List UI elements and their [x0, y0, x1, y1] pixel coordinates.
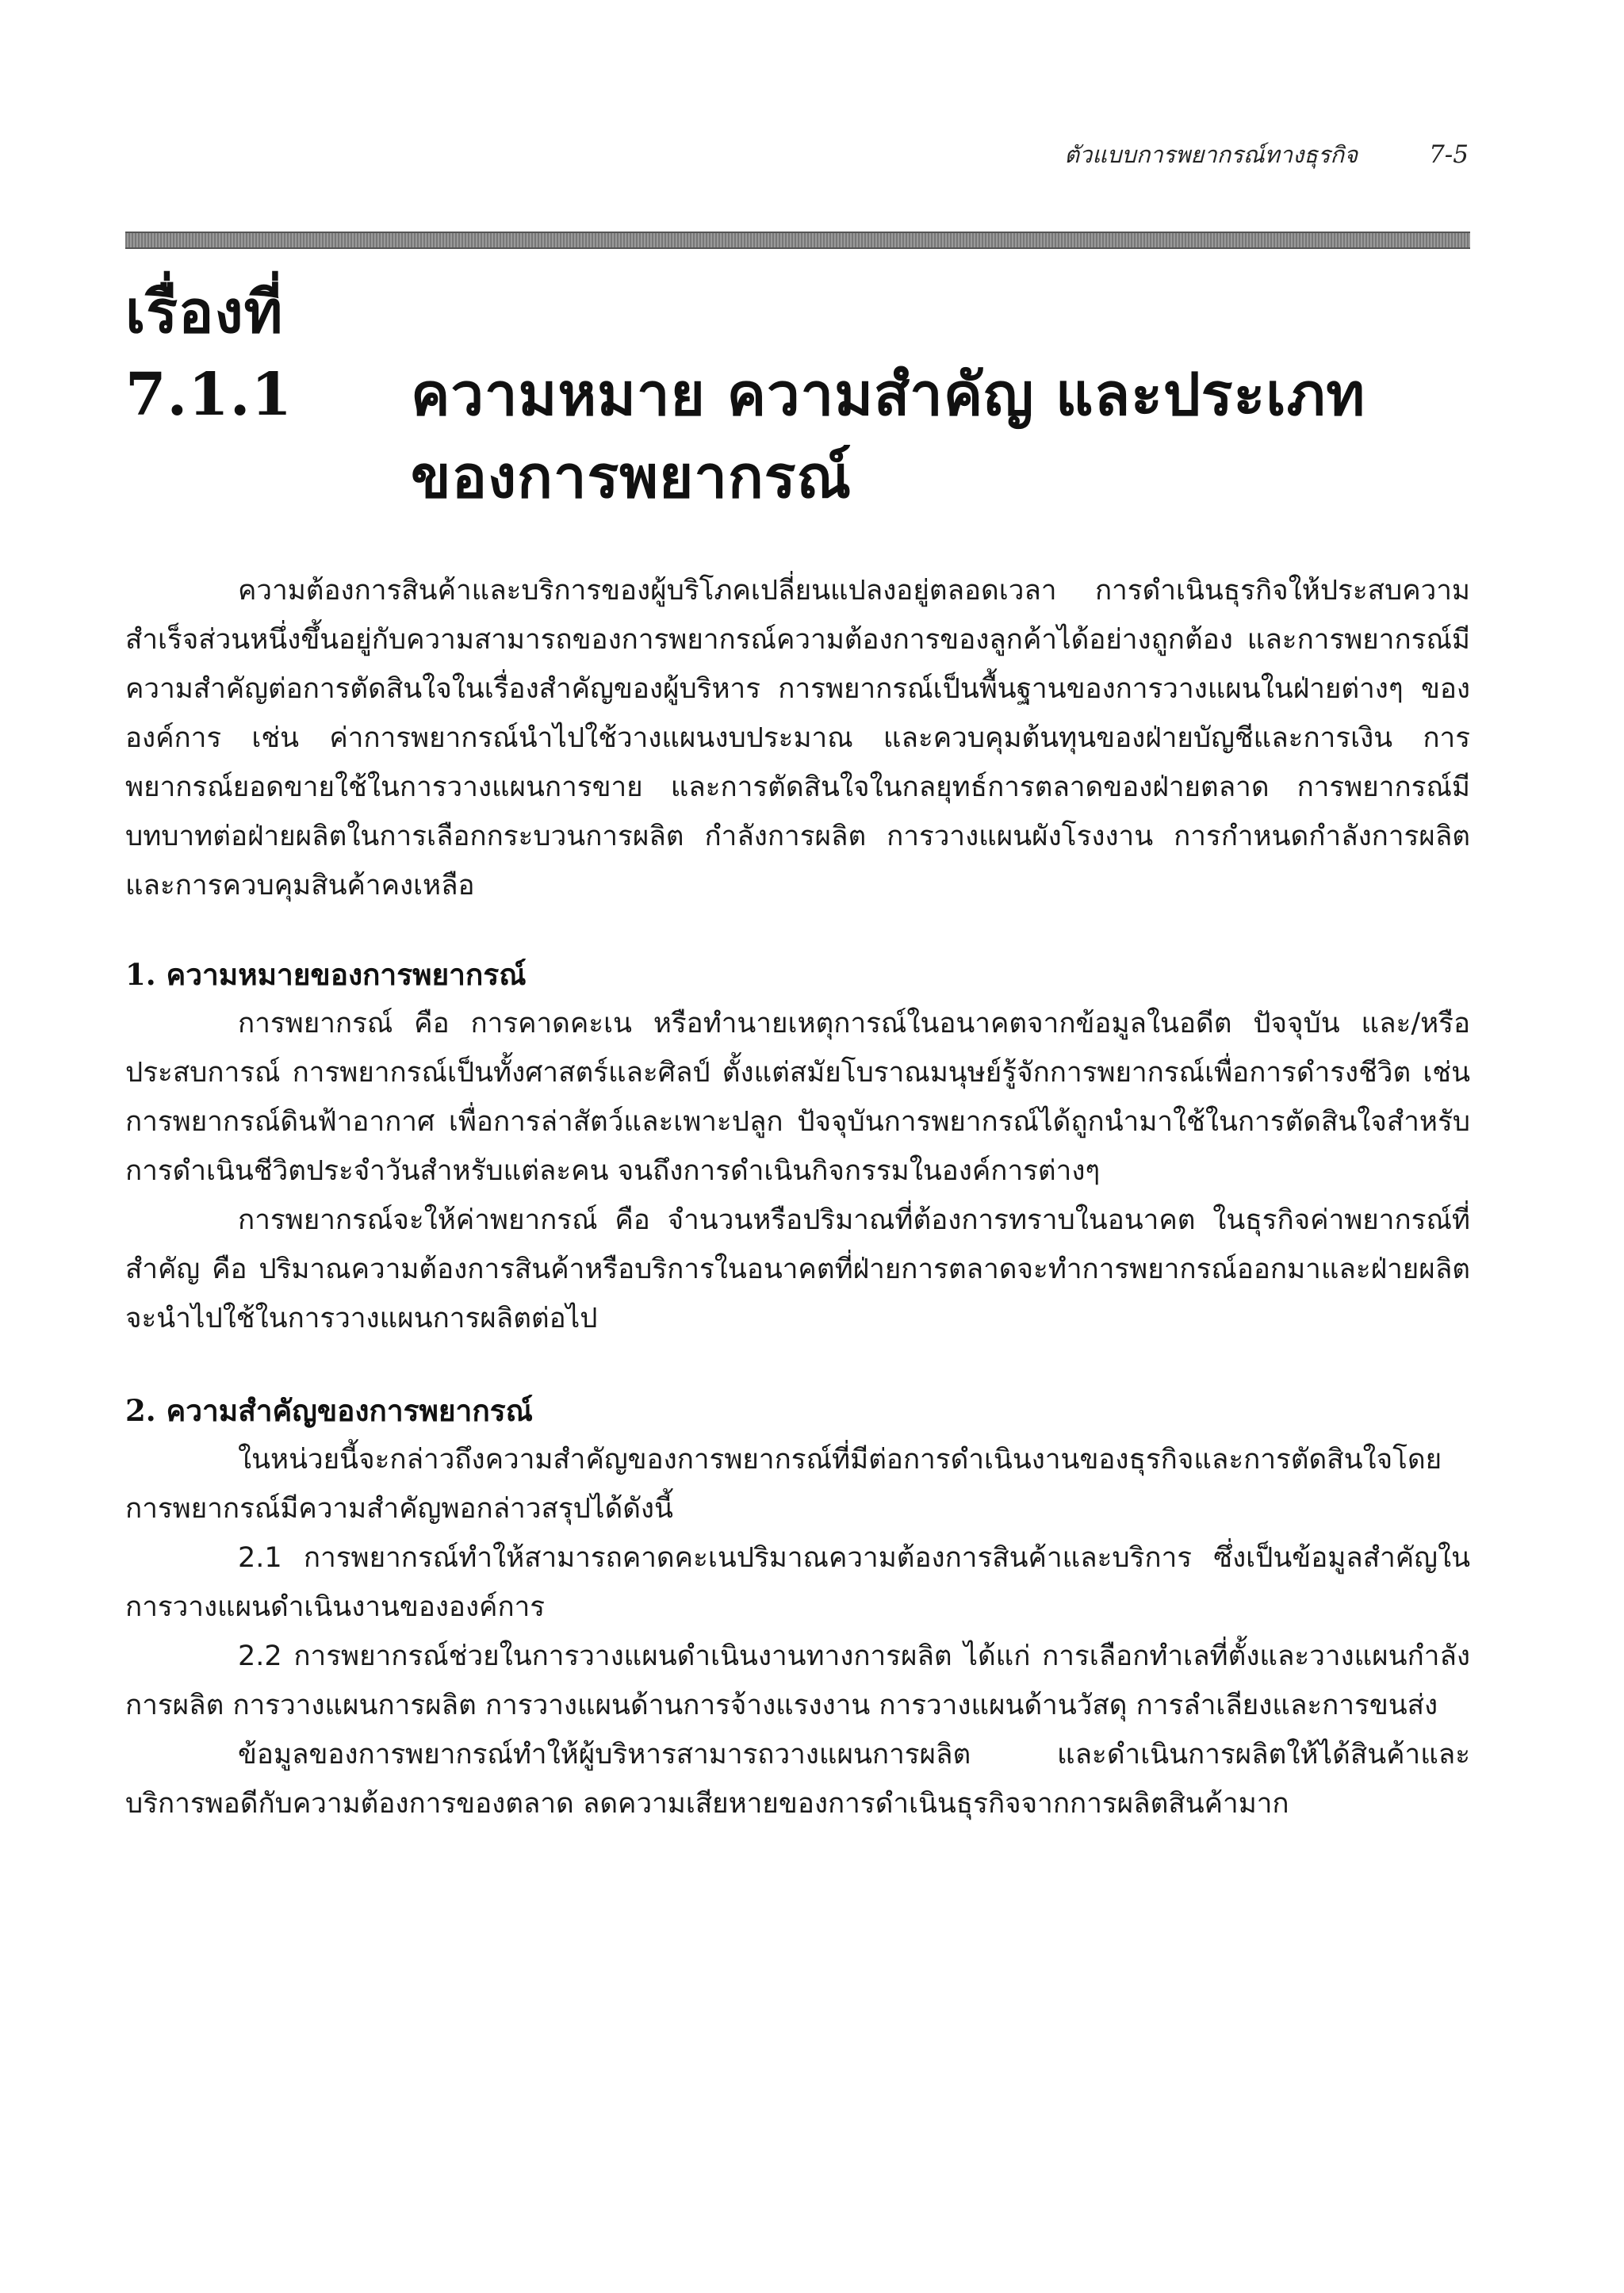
section-title — [125, 271, 1473, 519]
section-title-line2: ของการพยากรณ์ — [411, 443, 852, 511]
section2-item-2-2: 2.2 การพยากรณ์ช่วยในการวางแผนดำเนินงานทางการผลิต ได้แก่ การเลือกทำเลที่ตั้งและวางแผนกำลังการผลิต การวางแผนการผลิต การวางแผนด้านการจ้างแรงงาน การวางแผนด้านวัสดุ การลำเลียงและการขนส่ง — [125, 1640, 1470, 1721]
section-title-line1: ความหมาย ความสำคัญ และประเภท — [411, 361, 1366, 429]
section-title-prefix: เรื่องที่ 7.1.1 — [125, 278, 293, 429]
header-rule — [125, 232, 1470, 249]
section2-item-2-1: 2.1 การพยากรณ์ทำให้สามารถคาดคะเนปริมาณความต้องการสินค้าและบริการ ซึ่งเป็นข้อมูลสำคัญในการวางแผนดำเนินงานขององค์การ — [125, 1542, 1470, 1623]
body-content — [125, 566, 1470, 1828]
section2-paragraph-4: ข้อมูลของการพยากรณ์ทำให้ผู้บริหารสามารถวางแผนการผลิต และดำเนินการผลิตให้ได้สินค้าและบริการพอดีกับความต้องการของตลาด ลดความเสียหายของการดำเนินธุรกิจจากการผลิตสินค้ามาก — [125, 1739, 1470, 1820]
section1-paragraph-1: การพยากรณ์ คือ การคาดคะเน หรือทำนายเหตุการณ์ในอนาคตจากข้อมูลในอดีต ปัจจุบัน และ/หรือประสบการณ์ การพยากรณ์เป็นทั้งศาสตร์และศิลป์ ตั้งแต่สมัยโบราณมนุษย์รู้จักการพยากรณ์เพื่อการดำรงชีวิต เช่น การพยากรณ์ดินฟ้าอากาศ เพื่อการล่าสัตว์และเพาะปลูก ปัจจุบันการพยากรณ์ได้ถูกนำมาใช้ในการตัดสินใจสำหรับการดำเนินชีวิตประจำวันสำหรับแต่ละคน จนถึงการดำเนินกิจกรรมในองค์การต่างๆ — [125, 1008, 1470, 1187]
page-number: 7-5 — [1429, 140, 1469, 169]
section1-heading: 1. ความหมายของการพยากรณ์ — [125, 957, 527, 992]
section1-paragraph-2: การพยากรณ์จะให้ค่าพยากรณ์ คือ จำนวนหรือปริมาณที่ต้องการทราบในอนาคต ในธุรกิจค่าพยากรณ์ที่สำคัญ คือ ปริมาณความต้องการสินค้าหรือบริการในอนาคตที่ฝ่ายการตลาดจะทำการพยากรณ์ออกมาและฝ่ายผลิตจะนำไปใช้ในการวางแผนการผลิตต่อไป — [125, 1204, 1470, 1334]
running-header — [1064, 136, 1469, 173]
section2-paragraph-1: ในหน่วยนี้จะกล่าวถึงความสำคัญของการพยากรณ์ที่มีต่อการดำเนินงานของธุรกิจและการตัดสินใจโดยการพยากรณ์มีความสำคัญพอกล่าวสรุปได้ดังนี้ — [125, 1444, 1442, 1525]
section2-heading: 2. ความสำคัญของการพยากรณ์ — [125, 1393, 533, 1428]
running-title: ตัวแบบการพยากรณ์ทางธุรกิจ — [1064, 141, 1358, 168]
intro-paragraph: ความต้องการสินค้าและบริการของผู้บริโภคเปลี่ยนแปลงอยู่ตลอดเวลา การดำเนินธุรกิจให้ประสบความสำเร็จส่วนหนึ่งขึ้นอยู่กับความสามารถของการพยากรณ์ความต้องการของลูกค้าได้อย่างถูกต้อง และการพยากรณ์มีความสำคัญต่อการตัดสินใจในเรื่องสำคัญของผู้บริหาร การพยากรณ์เป็นพื้นฐานของการวางแผนในฝ่ายต่างๆ ขององค์การ เช่น ค่าการพยากรณ์นำไปใช้วางแผนงบประมาณ และควบคุมต้นทุนของฝ่ายบัญชีและการเงิน การพยากรณ์ยอดขายใช้ในการวางแผนการขาย และการตัดสินใจในกลยุทธ์การตลาดของฝ่ายตลาด การพยากรณ์มีบทบาทต่อฝ่ายผลิตในการเลือกกระบวนการผลิต กำลังการผลิต การวางแผนผังโรงงาน การกำหนดกำลังการผลิต และการควบคุมสินค้าคงเหลือ — [125, 575, 1470, 902]
